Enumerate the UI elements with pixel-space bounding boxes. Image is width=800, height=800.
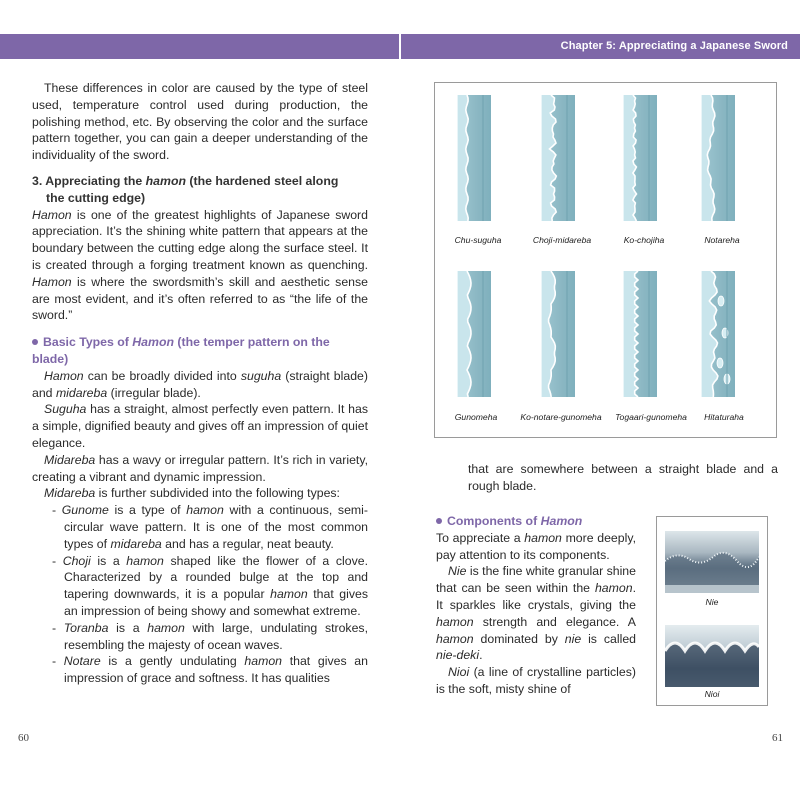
blade-choji-midareba — [541, 95, 575, 221]
caption-notareha: Notareha — [704, 235, 740, 245]
blade-hitaturaha — [701, 271, 735, 397]
page-spine-divider — [399, 34, 401, 59]
nie-nioi-figure — [656, 516, 768, 706]
caption-ko-chojiha: Ko-chojiha — [623, 235, 665, 245]
notare-continuation: that are somewhere between a straight blade and a rough blade. — [468, 462, 778, 493]
list-item: - Toranba is a hamon with large, undulating strokes, resembling the majesty of ocean waves. — [52, 620, 368, 652]
components-heading: Components of Hamon — [436, 513, 636, 530]
blade-chu-suguha — [457, 95, 491, 221]
caption-hitaturaha: Hitaturaha — [704, 412, 744, 422]
suguha-paragraph: Suguha has a straight, almost perfectly even pattern. It has a simple, dignified beauty and gives off an impression of quiet elegance. — [32, 402, 368, 450]
nie-paragraph: Nie is the fine white granular shine that can be seen within the hamon. It sparkles like crystals, giving the hamon strength and elegance. A hamon dominated by nie is called nie-deki. — [436, 564, 636, 663]
caption-ko-notare-gunomeha: Ko-notare-gunomeha — [520, 412, 602, 422]
midareba-types-list — [32, 502, 368, 687]
blade-togaari-gunomeha — [623, 271, 657, 397]
components-paragraph: To appreciate a hamon more deeply, pay attention to its components. — [436, 530, 636, 562]
chapter-title: Chapter 5: Appreciating a Japanese Sword — [560, 40, 788, 52]
intro-paragraph: These differences in color are caused by the type of steel used, temperature control used during production, the polishing method, etc. By observing the color and the surface pattern together, you can gain a deeper understanding of the individuality of the sword. — [32, 81, 368, 163]
nioi-paragraph: Nioi (a line of crystalline particles) is the soft, misty shine of — [436, 665, 636, 696]
midareba-paragraph: Midareba has a wavy or irregular pattern. It’s rich in variety, creating a vibrant and dynamic impression. — [32, 452, 368, 484]
hamon-paragraph: Hamon is one of the greatest highlights of Japanese sword appreciation. It’s the shining white pattern that appears at the boundary between the cutting edge along the surface steel. It is created through a forging treatment known as quenching. Hamon is where the swordsmith’s skill and aesthetic sense are most evident, and it’s often referred to as “the life of the sword.” — [32, 207, 368, 323]
blade-notareha — [701, 95, 735, 221]
right-page-number: 61 — [772, 732, 783, 744]
caption-chu-suguha: Chu-suguha — [454, 235, 502, 245]
list-item: - Gunome is a type of hamon with a continuous, semi-circular wave pattern. It is one of the most common types of midareba and has a regular, neat beauty. — [52, 503, 368, 551]
basic-types-paragraph: Hamon can be broadly divided into suguha (straight blade) and midareba (irregular blade). — [32, 368, 368, 400]
caption-choji-midareba: Choji-midareba — [532, 235, 592, 245]
blade-gunomeha — [457, 271, 491, 397]
caption-gunomeha: Gunomeha — [454, 412, 498, 422]
left-page-text — [32, 80, 368, 687]
nie-nioi-illustration — [657, 517, 767, 705]
blade-ko-chojiha — [623, 95, 657, 221]
midareba-subdivided-paragraph: Midareba is further subdivided into the following types: — [44, 486, 340, 501]
nioi-image — [665, 625, 759, 687]
list-item: - Notare is a gently undulating hamon that gives an impression of grace and softness. It has qualities — [52, 654, 368, 686]
bullet-dot-icon — [32, 339, 38, 345]
left-page-number: 60 — [18, 732, 29, 744]
section-3-heading: 3. Appreciating the hamon (the hardened steel along the cutting edge) — [32, 173, 339, 205]
basic-types-heading: Basic Types of Hamon (the temper pattern on the blade) — [32, 335, 330, 366]
hamon-blades-illustration — [435, 83, 778, 439]
bullet-dot-icon — [436, 518, 442, 524]
blade-ko-notare-gunomeha — [541, 271, 575, 397]
caption-nie: Nie — [705, 597, 719, 607]
components-section — [436, 513, 636, 698]
hamon-types-figure — [434, 82, 777, 438]
nie-image — [665, 531, 759, 593]
list-item: - Choji is a hamon shaped like the flower of a clove. Characterized by a rounded bulge at the top and tapering downwards, it is a popular hamon that gives an impression of being showy and somewhat extreme. — [52, 553, 368, 618]
caption-nioi: Nioi — [704, 689, 720, 699]
caption-togaari-gunomeha: Togaari-gunomeha — [615, 412, 687, 422]
